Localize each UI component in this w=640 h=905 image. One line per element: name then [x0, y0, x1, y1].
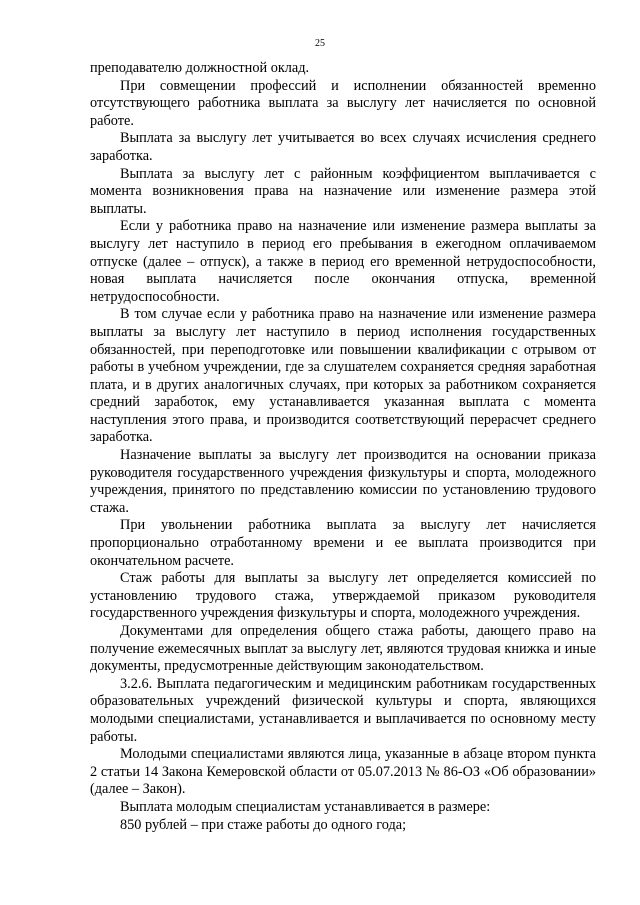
paragraph-seniority-commission: Стаж работы для выплаты за выслугу лет определяется комиссией по установлению трудового стажа, утверждаемой приказом руководителя государственного учреждения физкультуры и спорта, молодежного учреждения. — [90, 570, 596, 622]
paragraph-regional-coefficient: Выплата за выслугу лет с районным коэффициентом выплачивается с момента возникновения права на назначение или изменение размера этой выплаты. — [90, 165, 596, 217]
paragraph-payment-amount: Выплата молодым специалистам устанавливается в размере: — [120, 798, 491, 815]
paragraph-average-earnings: Выплата за выслугу лет учитывается во всех случаях исчисления среднего заработка. — [90, 130, 596, 164]
paragraph-combining-professions: При совмещении профессий и исполнении обязанностей временно отсутствующего работника выплата за выслугу лет начисляется по основной работе. — [90, 77, 596, 129]
paragraph-850-rubles: 850 рублей – при стаже работы до одного года; — [120, 816, 407, 833]
paragraph-appointment-order: Назначение выплаты за выслугу лет производится на основании приказа руководителя государственного учреждения физкультуры и спорта, молодежного учреждения, принятого по представлению комиссии по установлению трудового стажа. — [90, 447, 596, 516]
paragraph-section-3-2-6: 3.2.6. Выплата педагогическим и медицинским работникам государственных образовательных учреждений физической культуры и спорта, являющихся молодыми специалистами, устанавливается и выплачивается по основному месту работы. — [90, 675, 596, 745]
paragraph-continuation: преподавателю должностной оклад. — [90, 60, 310, 76]
document-body — [90, 60, 596, 834]
paragraph-vacation-period: Если у работника право на назначение или изменение размера выплаты за выслугу лет наступило в период его пребывания в ежегодном оплачиваемом отпуске (далее – отпуск), а также в период его временной нетрудоспособности, новая выплата начисляется после окончания отпуска, временной нетрудоспособности. — [90, 218, 596, 305]
paragraph-state-duties: В том случае если у работника право на назначение или изменение размера выплаты за выслугу лет наступило в период исполнения государственных обязанностей, при переподготовке или повышении квалификации с отрывом от работы в учебном учреждении, где за слушателем сохраняется средняя заработная плата, и в других аналогичных случаях, при которых за работником сохраняется средний заработок, ему устанавливается указанная выплата с момента наступления этого права, и производится соответствующий перерасчет среднего заработка. — [90, 306, 596, 446]
page-number: 25 — [315, 38, 325, 49]
paragraph-dismissal: При увольнении работника выплата за выслугу лет начисляется пропорционально отработанному времени и ее выплата производится при окончательном расчете. — [90, 517, 596, 569]
paragraph-young-specialists: Молодыми специалистами являются лица, указанные в абзаце втором пункта 2 статьи 14 Закона Кемеровской области от 05.07.2013 № 86-ОЗ «Об образовании» (далее – Закон). — [90, 746, 596, 798]
paragraph-documents: Документами для определения общего стажа работы, дающего право на получение ежемесячных выплат за выслугу лет, являются трудовая книжка и иные документы, предусмотренные действующим законодательством. — [90, 623, 596, 675]
